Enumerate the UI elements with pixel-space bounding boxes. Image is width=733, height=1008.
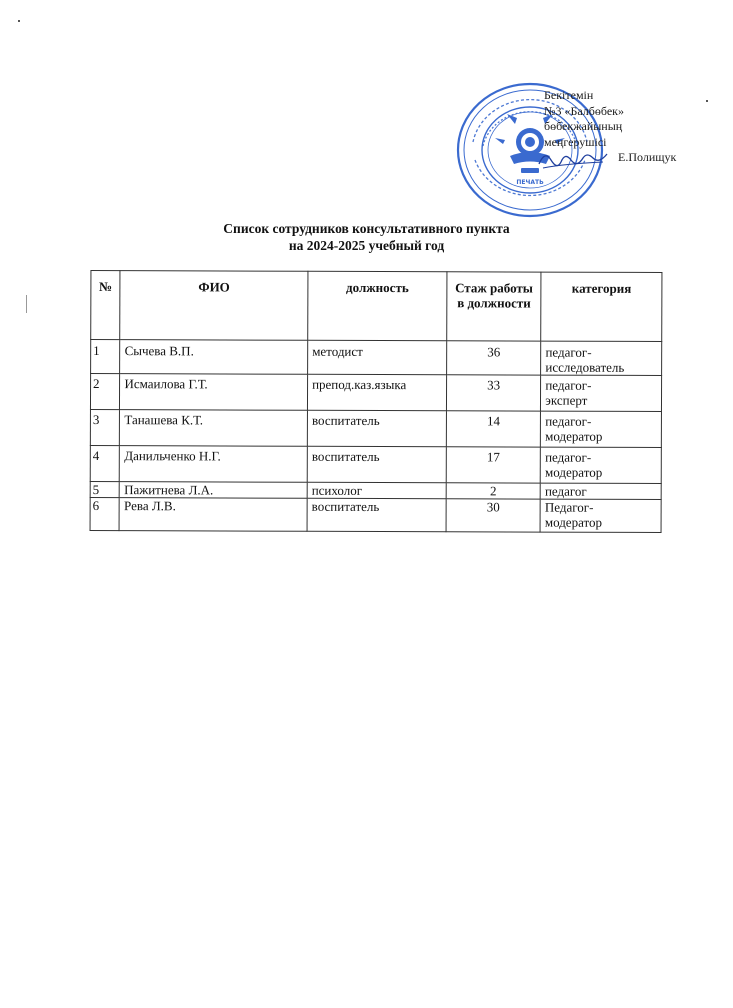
scan-margin-mark	[26, 295, 27, 313]
cell-category: педагог- исследователь	[541, 341, 662, 375]
header-name: ФИО	[120, 271, 308, 341]
cell-experience: 14	[446, 411, 540, 447]
cell-category: педагог- эксперт	[541, 375, 662, 411]
stamp-center-word: ПЕЧАТЬ	[516, 179, 544, 186]
cell-position: психолог	[307, 482, 446, 498]
cell-position: методист	[308, 340, 447, 374]
title-line-1: Список сотрудников консультативного пункта	[223, 221, 510, 236]
approval-line-nursery: бөбекжайының	[544, 119, 623, 133]
cell-name: Данильченко Н.Г.	[120, 446, 308, 483]
table-row	[90, 446, 661, 484]
cell-name: Танашева К.Т.	[120, 410, 308, 447]
cell-category: педагог- модератор	[541, 411, 662, 447]
header-number: №	[91, 271, 121, 340]
cell-experience: 17	[446, 447, 540, 483]
cell-name: Сычева В.П.	[120, 340, 308, 375]
header-experience: Стаж работы в должности	[447, 272, 542, 341]
cell-position: воспитатель	[307, 410, 446, 446]
approval-line-approve: Бекітемін	[544, 88, 594, 102]
cell-experience: 33	[446, 375, 540, 411]
cell-number: 2	[90, 374, 120, 410]
cell-number: 5	[90, 482, 119, 498]
document-title	[0, 220, 733, 254]
approval-block	[544, 88, 724, 166]
table-header-row	[91, 271, 662, 342]
cell-experience: 36	[447, 341, 541, 375]
table-row	[90, 498, 661, 533]
cell-number: 4	[90, 446, 120, 482]
cell-number: 1	[91, 340, 121, 374]
table-row	[90, 410, 661, 448]
table-row	[91, 340, 662, 376]
approval-line-kindergarten: №3 «Балбөбек»	[544, 103, 624, 118]
staff-table	[90, 270, 663, 533]
cell-number: 3	[90, 410, 120, 446]
cell-experience: 30	[446, 499, 540, 532]
scan-speck	[18, 20, 20, 22]
cell-name: Исмаилова Г.Т.	[120, 374, 308, 411]
cell-category: педагог	[540, 483, 661, 499]
cell-position: препод.каз.языка	[308, 374, 447, 410]
header-category: категория	[541, 272, 662, 341]
approval-line-head: меңгерушісі	[544, 134, 607, 149]
cell-position: воспитатель	[307, 446, 446, 482]
approval-signer: Е.Полищук	[618, 150, 677, 164]
cell-name: Пажитнева Л.А.	[120, 482, 308, 499]
title-line-2: на 2024-2025 учебный год	[288, 238, 445, 253]
header-position: должность	[308, 271, 447, 340]
cell-experience: 2	[446, 483, 540, 499]
cell-number: 6	[90, 498, 120, 531]
table-row	[90, 482, 661, 500]
cell-category: Педагог- модератор	[540, 499, 661, 532]
cell-position: воспитатель	[307, 498, 446, 531]
cell-name: Рева Л.В.	[119, 498, 307, 532]
cell-category: педагог- модератор	[540, 447, 661, 483]
table-row	[90, 374, 661, 412]
